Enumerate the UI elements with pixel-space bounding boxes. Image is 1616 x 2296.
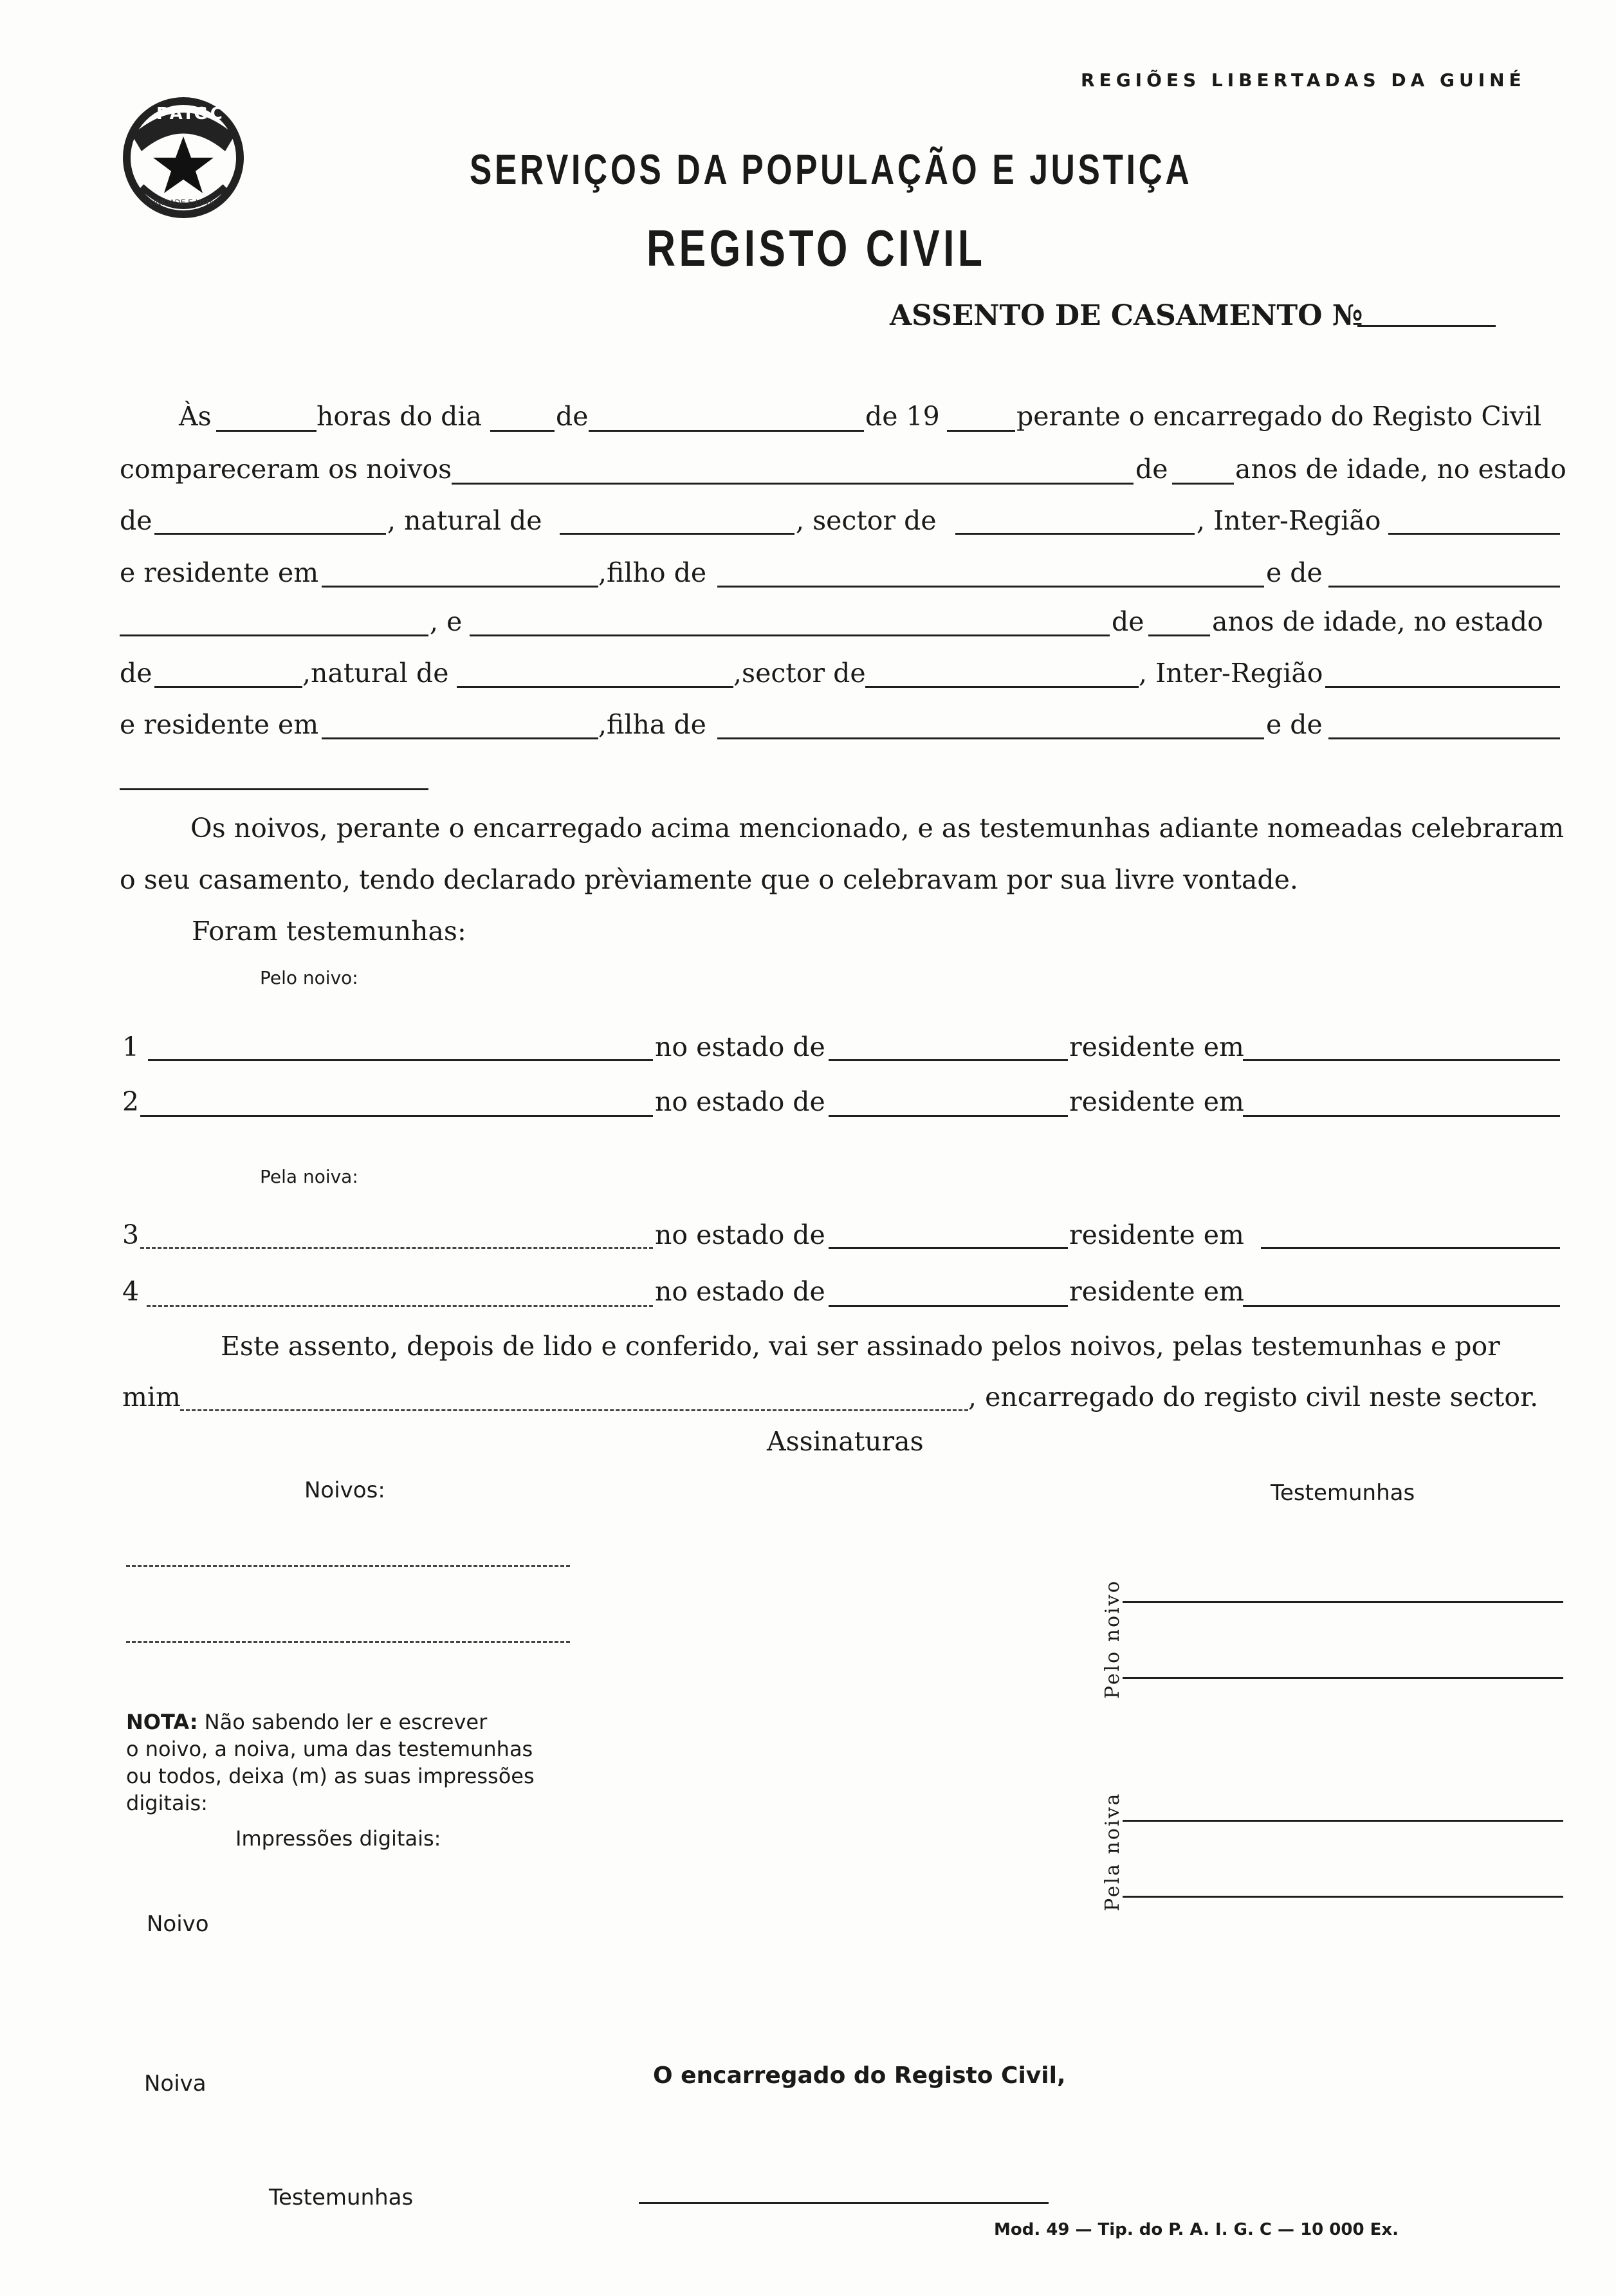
- label-pelo-noivo: Pelo noivo:: [260, 967, 358, 988]
- record-title: ASSENTO DE CASAMENTO №: [890, 299, 1363, 332]
- text-anos-2: anos de idade, no estado: [1212, 606, 1543, 637]
- paragraph-celebration-1: Os noivos, perante o encarregado acima mencionado, e as testemunhas adiante nomeadas celebraram: [190, 813, 1565, 844]
- signature-noiva-line[interactable]: [126, 1641, 570, 1643]
- signature-testemunha-1[interactable]: [1123, 1601, 1563, 1603]
- field-noivo-nome[interactable]: [452, 483, 1134, 485]
- field-noivo-inter[interactable]: [1388, 533, 1560, 535]
- label-testemunhas: Testemunhas: [1271, 1480, 1415, 1506]
- label-impressoes-digitais: Impressões digitais:: [235, 1826, 441, 1851]
- field-noiva-mae[interactable]: [1328, 737, 1560, 739]
- field-ano[interactable]: [947, 430, 1015, 432]
- text-residente-w1: residente em: [1069, 1032, 1244, 1062]
- field-noivo-residente[interactable]: [322, 586, 598, 588]
- seal-top-text: PAIGC: [156, 104, 225, 124]
- text-de-19: de 19: [865, 401, 940, 432]
- text-residente-2: e residente em: [120, 709, 319, 740]
- witness-number-1: 1: [122, 1032, 140, 1062]
- text-estado-w2: no estado de: [655, 1086, 825, 1117]
- field-noiva-estado[interactable]: [154, 686, 302, 688]
- text-estado-w3: no estado de: [655, 1219, 825, 1250]
- field-noivo-sector[interactable]: [955, 533, 1195, 535]
- text-residente-1: e residente em: [120, 557, 319, 588]
- field-horas[interactable]: [216, 430, 317, 432]
- text-as: Às: [179, 401, 212, 432]
- text-mim: mim: [122, 1382, 181, 1412]
- page-subtitle: REGISTO CIVIL: [647, 219, 986, 277]
- text-anos-1: anos de idade, no estado: [1235, 454, 1566, 485]
- text-filha: ,filha de: [598, 709, 706, 740]
- nota-line-4: digitais:: [126, 1791, 208, 1815]
- field-witness-1-estado[interactable]: [829, 1059, 1068, 1061]
- text-e: , e: [430, 606, 463, 637]
- text-e-de-1: e de: [1266, 557, 1323, 588]
- field-noiva-sector[interactable]: [865, 686, 1139, 688]
- field-witness-4-name[interactable]: [147, 1305, 653, 1307]
- label-noivos: Noivos:: [304, 1477, 385, 1503]
- label-noivo-impressao: Noivo: [147, 1911, 209, 1937]
- text-natural-1: , natural de: [387, 505, 542, 536]
- nota-line-3: ou todos, deixa (m) as suas impressões: [126, 1764, 535, 1788]
- text-inter-2: , Inter-Região: [1139, 658, 1323, 689]
- nota-block: [126, 1708, 589, 1817]
- label-testemunhas-impressao: Testemunhas: [269, 2185, 414, 2210]
- signature-encarregado-line[interactable]: [639, 2202, 1049, 2204]
- field-noiva-idade[interactable]: [1148, 634, 1210, 636]
- paigc-seal: [119, 90, 248, 219]
- text-e-de-2: e de: [1266, 709, 1323, 740]
- text-natural-2: ,natural de: [302, 658, 449, 689]
- field-noivo-idade[interactable]: [1172, 483, 1234, 485]
- field-witness-1-residente[interactable]: [1243, 1059, 1560, 1061]
- text-estado-w1: no estado de: [655, 1032, 825, 1062]
- text-perante: perante o encarregado do Registo Civil: [1016, 401, 1542, 432]
- text-de-1: de: [556, 401, 589, 432]
- field-noiva-residente[interactable]: [322, 737, 598, 739]
- seal-bottom-text: UNIDADE E LUTA: [150, 198, 215, 207]
- text-residente-w4: residente em: [1069, 1276, 1244, 1307]
- signature-testemunha-2[interactable]: [1123, 1677, 1563, 1679]
- text-sector-2: ,sector de: [733, 658, 866, 689]
- witness-number-4: 4: [122, 1276, 140, 1307]
- signatures-title: Assinaturas: [767, 1426, 924, 1457]
- label-encarregado-signature: O encarregado do Registo Civil,: [653, 2062, 1066, 2089]
- text-sector-1: , sector de: [796, 505, 937, 536]
- text-residente-w3: residente em: [1069, 1219, 1244, 1250]
- label-pela-noiva-vertical: Pela noiva: [1101, 1791, 1124, 1911]
- field-noivo-mae[interactable]: [1328, 586, 1560, 588]
- text-residente-w2: residente em: [1069, 1086, 1244, 1117]
- text-de-2: de: [1135, 454, 1168, 485]
- field-mes[interactable]: [589, 430, 864, 432]
- field-witness-2-name[interactable]: [140, 1115, 653, 1117]
- text-inter-1: , Inter-Região: [1197, 505, 1381, 536]
- paragraph-celebration-2: o seu casamento, tendo declarado prèviamente que o celebravam por sua livre vontade.: [120, 864, 1298, 895]
- label-pela-noiva: Pela noiva:: [260, 1166, 358, 1187]
- page-title: SERVIÇOS DA POPULAÇÃO E JUSTIÇA: [470, 145, 1193, 193]
- text-filho: ,filho de: [598, 557, 707, 588]
- header-region: REGIÕES LIBERTADAS DA GUINÉ: [1081, 69, 1526, 91]
- field-witness-2-residente[interactable]: [1243, 1115, 1560, 1117]
- field-noivo-estado[interactable]: [154, 533, 386, 535]
- text-compareceram: compareceram os noivos: [120, 454, 452, 485]
- witness-number-3: 3: [122, 1219, 140, 1250]
- nota-line-1: Não sabendo ler e escrever: [197, 1710, 488, 1734]
- field-noivo-mae-cont[interactable]: [120, 634, 428, 636]
- signature-testemunha-3[interactable]: [1123, 1820, 1563, 1822]
- field-noiva-pai[interactable]: [717, 737, 1264, 739]
- field-witness-4-residente[interactable]: [1243, 1305, 1560, 1307]
- record-number-field[interactable]: [1357, 325, 1496, 327]
- text-horas: horas do dia: [317, 401, 482, 432]
- field-noivo-natural[interactable]: [560, 533, 794, 535]
- signature-noivo-line[interactable]: [126, 1565, 570, 1567]
- label-noiva-impressao: Noiva: [144, 2071, 207, 2097]
- witness-number-2: 2: [122, 1086, 140, 1117]
- text-de-3: de: [120, 505, 152, 536]
- field-witness-3-residente[interactable]: [1261, 1247, 1560, 1249]
- text-estado-w4: no estado de: [655, 1276, 825, 1307]
- nota-line-2: o noivo, a noiva, uma das testemunhas: [126, 1737, 533, 1761]
- text-foram-testemunhas: Foram testemunhas:: [192, 916, 466, 947]
- field-noiva-natural[interactable]: [457, 686, 733, 688]
- signature-testemunha-4[interactable]: [1123, 1896, 1563, 1898]
- nota-label: NOTA:: [126, 1710, 198, 1734]
- text-de-5: de: [1112, 606, 1144, 637]
- field-noivo-pai[interactable]: [717, 586, 1264, 588]
- field-noiva-inter[interactable]: [1325, 686, 1560, 688]
- text-de-6: de: [120, 658, 152, 689]
- label-pelo-noivo-vertical: Pelo noivo: [1101, 1579, 1124, 1699]
- field-witness-1-name[interactable]: [148, 1059, 653, 1061]
- field-witness-2-estado[interactable]: [829, 1115, 1068, 1117]
- field-dia[interactable]: [490, 430, 555, 432]
- field-noiva-nome[interactable]: [470, 634, 1110, 636]
- field-witness-3-estado[interactable]: [829, 1247, 1068, 1249]
- field-witness-3-name[interactable]: [140, 1247, 653, 1249]
- paragraph-closing-2: , encarregado do registo civil neste sector.: [968, 1382, 1539, 1412]
- paragraph-closing-1: Este assento, depois de lido e conferido, vai ser assinado pelos noivos, pelas testemunhas e por: [221, 1331, 1500, 1362]
- footer-printer-mark: Mod. 49 — Tip. do P. A. I. G. C — 10 000 Ex.: [994, 2220, 1399, 2239]
- field-noiva-mae-cont[interactable]: [120, 788, 428, 790]
- field-witness-4-estado[interactable]: [829, 1305, 1068, 1307]
- field-encarregado-nome[interactable]: [180, 1409, 968, 1411]
